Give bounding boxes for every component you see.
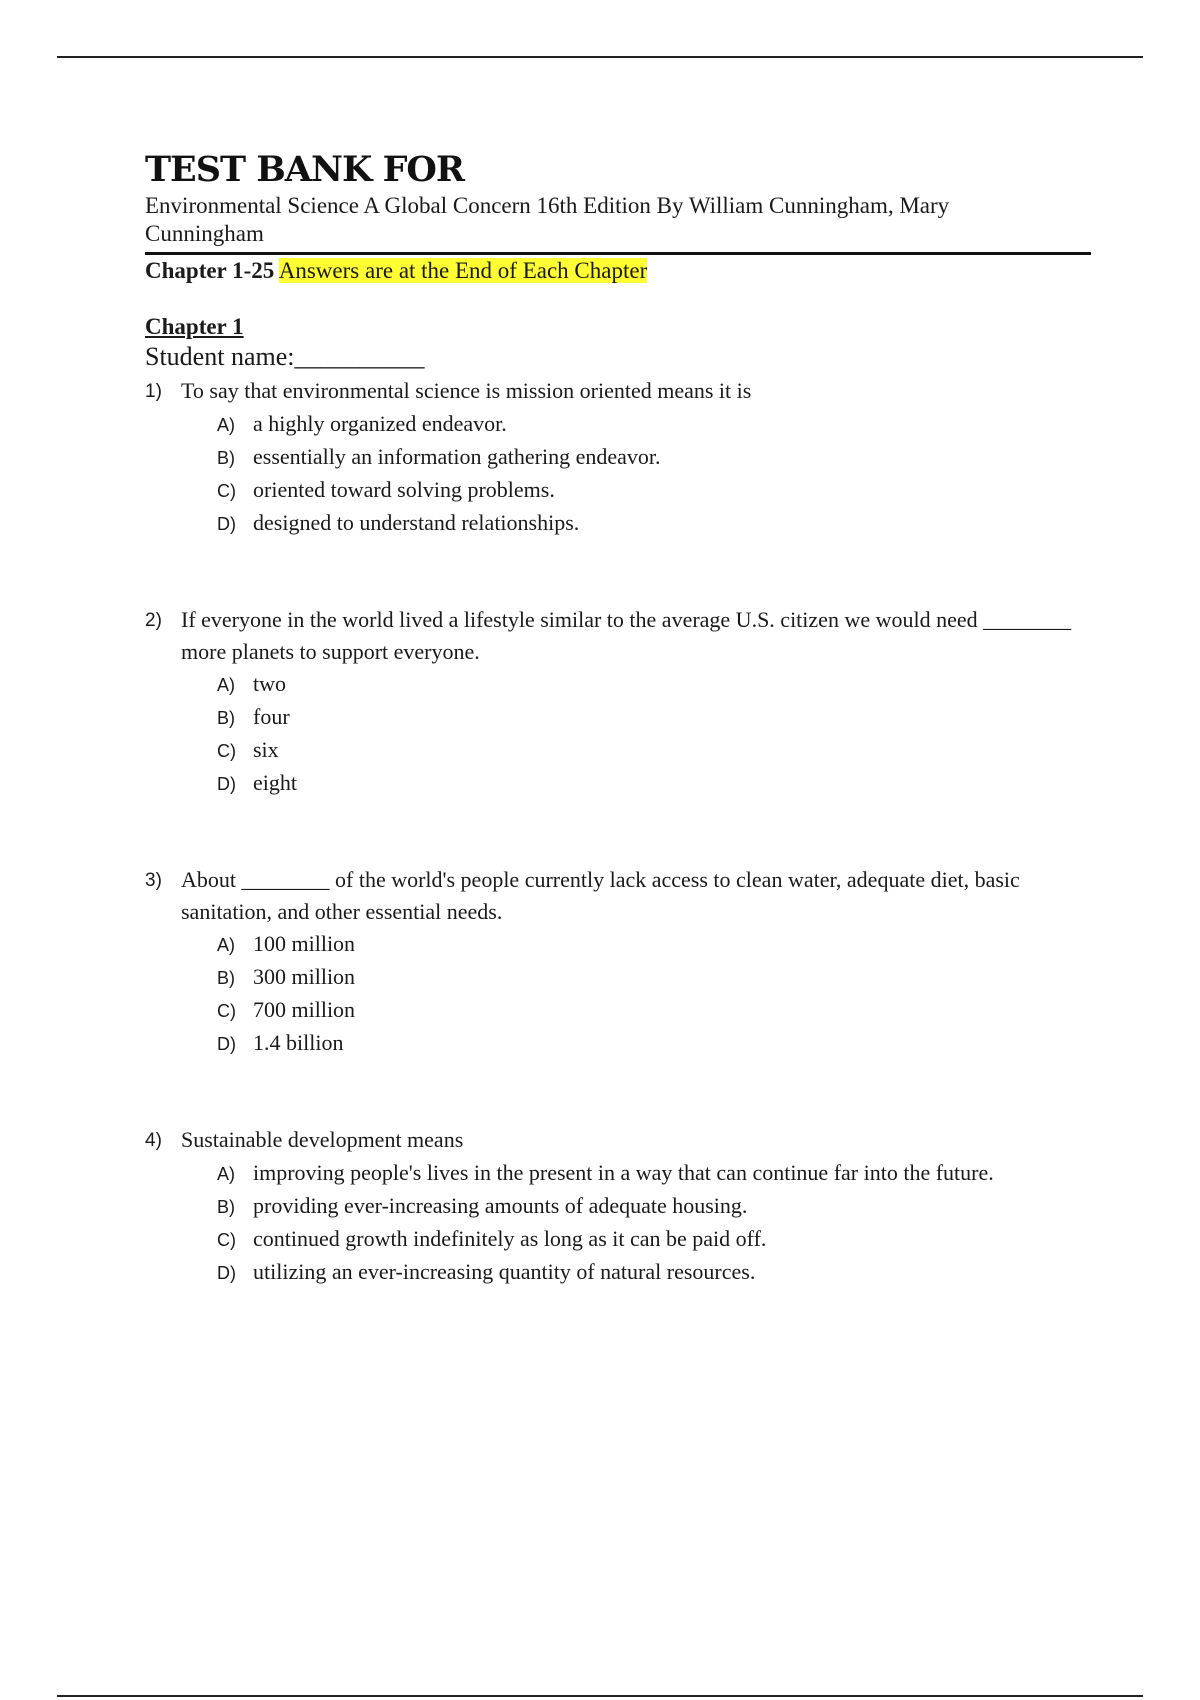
option-letter: A) <box>217 1164 235 1184</box>
option-letter: C) <box>217 1001 236 1021</box>
answer-option <box>217 734 1091 767</box>
option-text: 300 million <box>253 964 356 989</box>
chapter-range: Chapter 1-25 <box>145 258 275 283</box>
option-letter: A) <box>217 415 235 435</box>
answer-options <box>217 408 1091 540</box>
option-letter: C) <box>217 481 236 501</box>
option-letter: B) <box>217 448 235 468</box>
option-text: continued growth indefinitely as long as it can be paid off. <box>253 1226 767 1251</box>
question-stem <box>145 604 1091 668</box>
option-text: essentially an information gathering endeavor. <box>253 444 661 469</box>
document-subtitle: Environmental Science A Global Concern 16th Edition By William Cunningham, Mary Cunningham <box>145 193 950 246</box>
document-title: TEST BANK FOR <box>145 149 464 190</box>
option-text: utilizing an ever-increasing quantity of natural resources. <box>253 1259 756 1284</box>
option-letter: B) <box>217 708 235 728</box>
answer-option <box>217 1027 1091 1060</box>
answer-option <box>217 441 1091 474</box>
option-text: 1.4 billion <box>253 1030 344 1055</box>
answer-option <box>217 1190 1091 1223</box>
option-text: providing ever-increasing amounts of adequate housing. <box>253 1193 748 1218</box>
question-3 <box>145 864 1091 1060</box>
option-letter: B) <box>217 968 235 988</box>
question-stem <box>145 864 1091 928</box>
answer-option <box>217 701 1091 734</box>
chapter-range-line <box>145 252 1091 285</box>
chapter-heading: Chapter 1 <box>145 314 244 339</box>
answer-option <box>217 928 1091 961</box>
option-text: 100 million <box>253 931 356 956</box>
answer-option <box>217 668 1091 701</box>
option-text: four <box>253 704 290 729</box>
student-name-field: Student name:__________ <box>145 342 425 371</box>
page-bottom-rule <box>57 1695 1143 1697</box>
page-content <box>145 150 1091 1289</box>
question-number: 2) <box>145 610 162 631</box>
option-text: eight <box>253 770 297 795</box>
option-text: improving people's lives in the present in a way that can continue far into the future. <box>253 1160 994 1185</box>
question-4 <box>145 1124 1091 1289</box>
question-stem <box>145 1124 1091 1157</box>
question-2 <box>145 604 1091 800</box>
option-text: designed to understand relationships. <box>253 510 580 535</box>
option-text: 700 million <box>253 997 356 1022</box>
option-letter: D) <box>217 774 236 794</box>
option-letter: B) <box>217 1197 235 1217</box>
question-stem <box>145 375 1091 408</box>
question-number: 1) <box>145 381 162 402</box>
option-text: oriented toward solving problems. <box>253 477 555 502</box>
option-letter: A) <box>217 675 235 695</box>
answer-option <box>217 994 1091 1027</box>
option-text: six <box>253 737 279 762</box>
answer-option <box>217 1223 1091 1256</box>
option-text: two <box>253 671 286 696</box>
answer-option <box>217 767 1091 800</box>
option-text: a highly organized endeavor. <box>253 411 507 436</box>
answer-option <box>217 1256 1091 1289</box>
question-1 <box>145 375 1091 540</box>
answer-options <box>217 1157 1091 1289</box>
question-text: If everyone in the world lived a lifestyle similar to the average U.S. citizen we would need ________ more planets to support everyone. <box>181 607 1072 664</box>
answer-option <box>217 408 1091 441</box>
option-letter: C) <box>217 741 236 761</box>
answer-option <box>217 474 1091 507</box>
option-letter: A) <box>217 935 235 955</box>
option-letter: D) <box>217 1034 236 1054</box>
answers-note: Answers are at the End of Each Chapter <box>278 258 648 283</box>
question-text: Sustainable development means <box>181 1127 464 1152</box>
question-number: 3) <box>145 870 162 891</box>
answer-options <box>217 928 1091 1060</box>
question-text: About ________ of the world's people currently lack access to clean water, adequate diet, basic sanitation, and other essential needs. <box>181 867 1020 924</box>
question-text: To say that environmental science is mission oriented means it is <box>181 378 752 403</box>
option-letter: D) <box>217 514 236 534</box>
option-letter: D) <box>217 1263 236 1283</box>
question-number: 4) <box>145 1130 162 1151</box>
answer-option <box>217 507 1091 540</box>
page-top-rule <box>57 56 1143 58</box>
answer-option <box>217 1157 1091 1190</box>
answer-options <box>217 668 1091 800</box>
option-letter: C) <box>217 1230 236 1250</box>
answer-option <box>217 961 1091 994</box>
